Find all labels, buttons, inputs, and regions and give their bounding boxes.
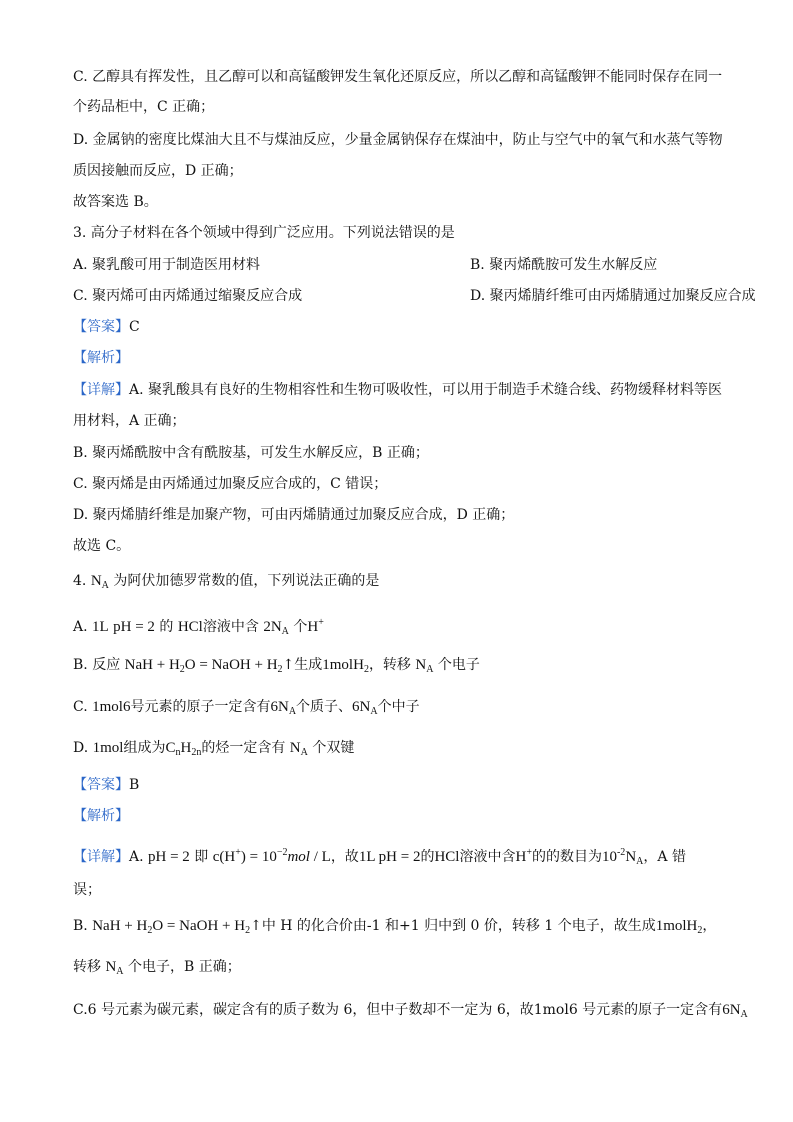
option-b: B. 反应 NaH + $H_2O$ = NaOH + $H_2↑$生成1molH$_2$，转移 $N_A$ 个电子	[73, 657, 480, 675]
detail-line: B. NaH + $H_2O$ = NaOH + $H_2↑$中 H 的化合价由-1 和+1 归中到 0 价，转移 1 个电子，故生成1molH$_2$，	[73, 918, 717, 936]
detail-line: 【详解】A. pH = 2 即 $c(H^+) = 10^{-2}mol / L$，故1L pH = 2的HCl溶液中含H+的的数目为$10^{-2}N_A$，A 错	[73, 847, 686, 867]
text-line: 个药品柜中，C 正确；	[73, 99, 215, 115]
answer-value: C	[129, 319, 140, 335]
option-d: D. 聚丙烯腈纤维可由丙烯腈通过加聚反应合成	[470, 288, 756, 304]
text-line: B. 聚丙烯酰胺中含有酰胺基，可发生水解反应，B 正确；	[73, 445, 429, 461]
text-line: 质因接触而反应，D 正确；	[73, 163, 243, 179]
detail-tag: 【详解】	[73, 849, 129, 865]
answer-tag: 【答案】	[73, 319, 129, 335]
text-line: 用材料，A 正确；	[73, 413, 186, 429]
option-a: A. 聚乳酸可用于制造医用材料	[73, 257, 261, 273]
analysis-tag: 【解析】	[73, 808, 129, 824]
text-line: 故答案选 B。	[73, 194, 158, 210]
question-3: 3. 高分子材料在各个领域中得到广泛应用。下列说法错误的是	[73, 225, 455, 241]
text-line: D. 金属钠的密度比煤油大且不与煤油反应，少量金属钠保存在煤油中，防止与空气中的氧气和水蒸气等物	[73, 132, 723, 148]
text-line: C. 乙醇具有挥发性，且乙醇可以和高锰酸钾发生氧化还原反应，所以乙醇和高锰酸钾不能同时保存在同一	[73, 69, 723, 85]
answer-line	[73, 317, 723, 337]
text-line: D. 聚丙烯腈纤维是加聚产物，可由丙烯腈通过加聚反应合成，D 正确；	[73, 507, 515, 523]
detail-line: C.6 号元素为碳元素，碳定含有的质子数为 6，但中子数却不一定为 6，故1mol6 号元素的原子一定含有$6N_A$	[73, 1002, 748, 1020]
option-b: B. 聚丙烯酰胺可发生水解反应	[470, 257, 658, 273]
detail-line: 【详解】A. 聚乳酸具有良好的生物相容性和生物可吸收性，可以用于制造手术缝合线、药物缓释材料等医	[73, 382, 723, 398]
option-d: D. 1mol组成为$C_nH_{2n}$的烃一定含有 $N_A$ 个双键	[73, 740, 355, 758]
detail-tag: 【详解】	[73, 382, 129, 398]
answer-value: B	[129, 777, 140, 793]
text-line: 误；	[73, 882, 101, 898]
answer-line	[73, 775, 723, 795]
option-c: C. 聚丙烯可由丙烯通过缩聚反应合成	[73, 288, 303, 304]
analysis-tag: 【解析】	[73, 350, 129, 366]
text-line: C. 聚丙烯是由丙烯通过加聚反应合成的，C 错误；	[73, 476, 388, 492]
option-row	[73, 286, 756, 306]
detail-line: 转移 $N_A$ 个电子，B 正确；	[73, 959, 241, 977]
option-a: A. 1L pH = 2 的 HCl溶液中含 $2N_A$ 个H+	[73, 617, 324, 637]
text-line: 故选 C。	[73, 538, 131, 554]
question-4: 4. $N_A$ 为阿伏加德罗常数的值，下列说法正确的是	[73, 573, 380, 591]
option-c: C. 1mol6号元素的原子一定含有$6N_A$个质子、$6N_A$个中子	[73, 699, 420, 717]
option-row	[73, 255, 723, 275]
answer-tag: 【答案】	[73, 777, 129, 793]
